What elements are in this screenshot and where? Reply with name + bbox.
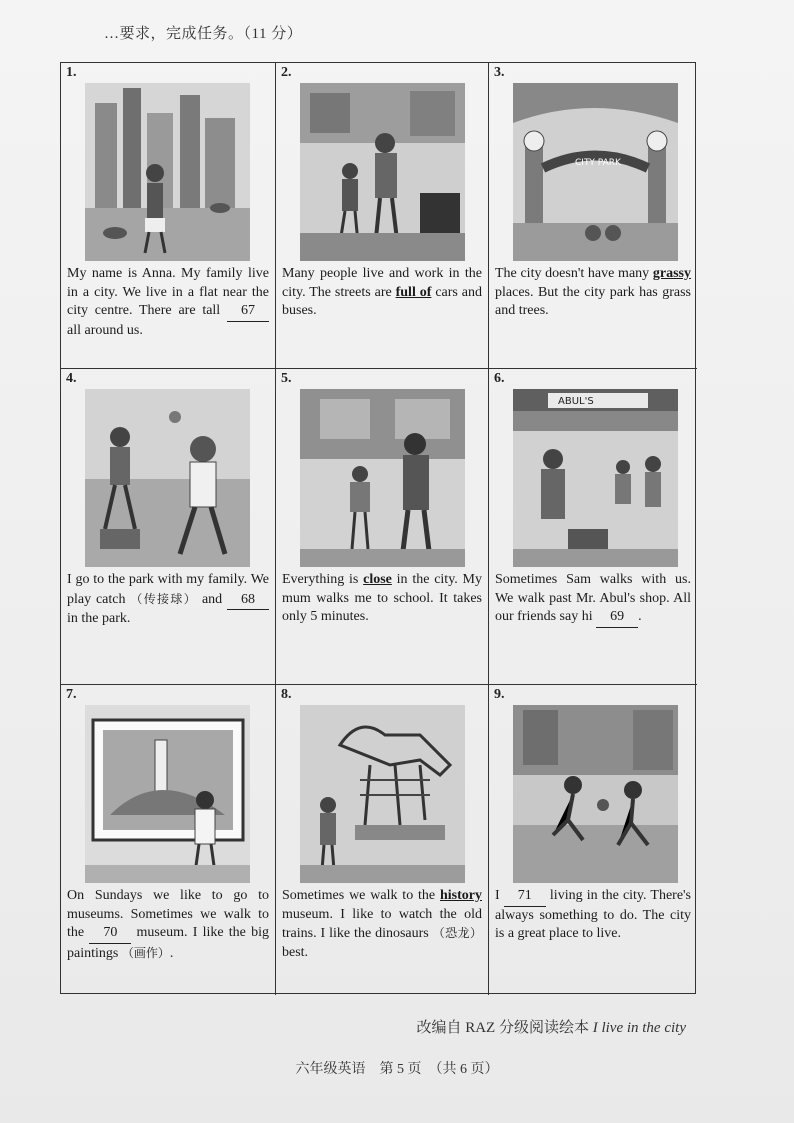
mum-walking-child-illustration	[300, 389, 465, 567]
key-word: close	[363, 572, 392, 587]
dinosaur-skeleton-illustration	[300, 705, 465, 883]
children-running-street-illustration	[513, 705, 678, 883]
children-playing-catch-illustration	[85, 389, 250, 567]
story-panel	[276, 63, 489, 369]
key-word: full of	[395, 284, 432, 300]
story-panel	[276, 369, 489, 685]
panel-number: 6.	[494, 371, 505, 386]
panel-caption: Everything is close in the city. My mum walks me to school. It takes only 5 minutes.	[282, 572, 483, 624]
story-panel	[61, 685, 276, 995]
chinese-gloss: （恐龙）	[432, 926, 482, 940]
story-panel	[489, 369, 697, 685]
chinese-gloss: （传接球）	[130, 591, 198, 606]
panel-caption: I 71 living in the city. There's always something to do. The city is a great place to live.	[495, 888, 692, 941]
panel-number: 4.	[66, 371, 77, 386]
panel-number: 5.	[281, 371, 292, 386]
credit-prefix: 改编自 RAZ 分级阅读绘本	[416, 1020, 593, 1036]
museum-painting-illustration	[85, 705, 250, 883]
panel-number: 2.	[281, 65, 292, 80]
panel-number: 1.	[66, 65, 77, 80]
story-panel	[61, 63, 276, 369]
panel-caption: I go to the park with my family. We play catch （传接球） and 68 in the park.	[67, 572, 269, 626]
panel-number: 7.	[66, 687, 77, 702]
chinese-gloss: （画作）	[121, 945, 170, 960]
panel-caption: Many people live and work in the city. The streets are full of cars and buses.	[282, 266, 482, 318]
section-instruction: …要求，完成任务。（11 分）	[104, 26, 303, 42]
answer-blank[interactable]: 69	[596, 608, 638, 628]
answer-blank[interactable]: 68	[227, 591, 269, 611]
svg-text:CITY PARK: CITY PARK	[575, 158, 621, 168]
panel-number: 8.	[281, 687, 292, 702]
panel-number: 3.	[494, 65, 505, 80]
panel-caption: My name is Anna. My family live in a city. We live in a flat near the city centre. There are tall 67 all around us.	[67, 266, 269, 338]
busy-street-people-illustration	[300, 83, 465, 261]
story-panel	[276, 685, 489, 995]
key-word: grassy	[652, 266, 691, 281]
story-panel	[61, 369, 276, 685]
page-number: 六年级英语 第 5 页 （共 6 页）	[295, 1062, 499, 1077]
panel-caption: On Sundays we like to go to museums. Sometimes we walk to the 70 museum. I like the big paintings （画作）.	[67, 888, 269, 961]
panel-caption: The city doesn't have many grassy places. But the city park has grass and trees.	[495, 266, 691, 318]
city-park-gate-illustration	[513, 83, 678, 261]
story-panel	[489, 63, 697, 369]
svg-text:ABUL'S: ABUL'S	[558, 396, 594, 407]
key-word: history	[440, 888, 482, 903]
source-credit	[416, 1016, 686, 1037]
city-skyline-girl-illustration	[85, 83, 250, 261]
credit-title: I live in the city	[592, 1020, 686, 1036]
story-panel	[489, 685, 697, 995]
answer-blank[interactable]: 70	[89, 924, 131, 944]
answer-blank[interactable]: 71	[504, 887, 546, 907]
panel-caption: Sometimes we walk to the history museum. I like to watch the old trains. I like the dinosaurs （恐龙） best.	[282, 888, 482, 960]
answer-blank[interactable]: 67	[227, 302, 269, 322]
picture-story-grid	[60, 62, 696, 994]
panel-number: 9.	[494, 687, 505, 702]
panel-caption: Sometimes Sam walks with us. We walk past Mr. Abul's shop. All our friends say hi 69 .	[495, 571, 691, 628]
abuls-shop-illustration	[513, 389, 678, 567]
